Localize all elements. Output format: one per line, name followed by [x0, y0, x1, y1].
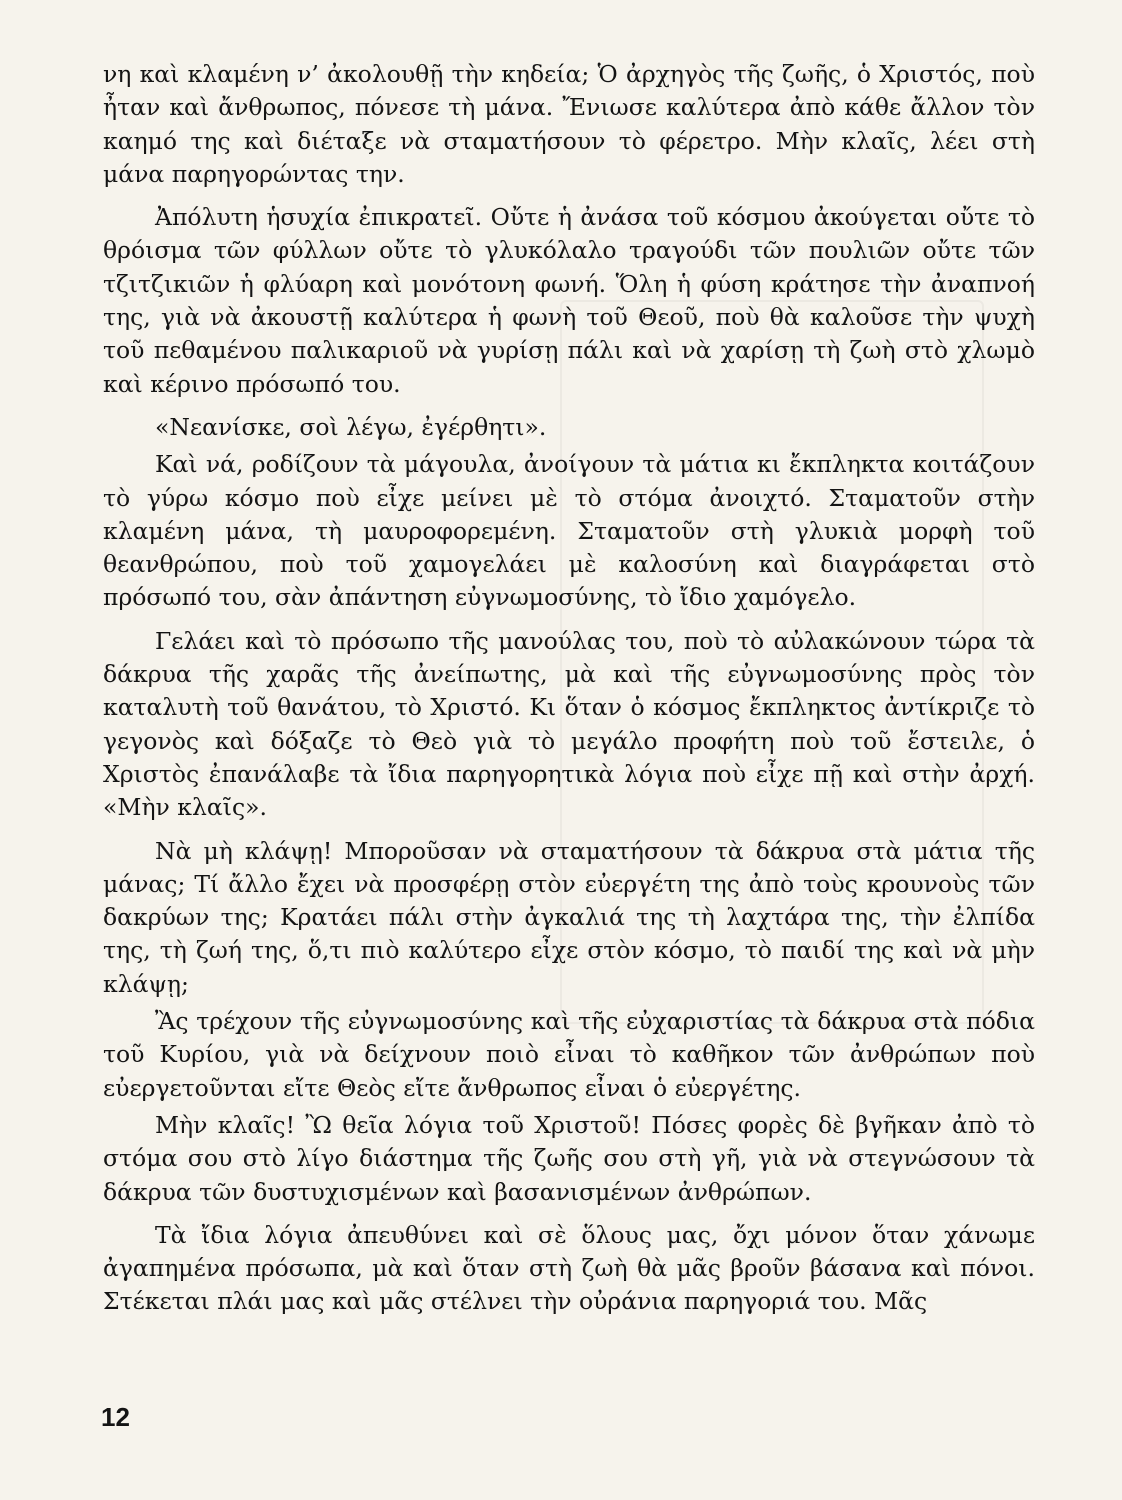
paragraph-5: Γελάει καὶ τὸ πρόσωπο τῆς μανούλας του, ποὺ τὸ αὐλακώνουν τώρα τὰ δάκρυα τῆς χαρᾶς τῆς ἀνείπωτης, μὰ καὶ τῆς εὐγνωμοσύνης πρὸς τὸν καταλυτὴ τοῦ θανάτου, τὸ Χριστό. Κι ὅταν ὁ κόσμος ἔκπληκτος ἀντίκριζε τὸ γεγονὸς καὶ δόξαζε τὸ Θεὸ γιὰ τὸ μεγάλο προφήτη ποὺ τοῦ ἔστειλε, ὁ Χριστὸς ἐπανάλαβε τὰ ἴδια παρηγορητικὰ λόγια ποὺ εἶχε πῇ καὶ στὴν ἀρχή. «Μὴν κλαῖς».	[103, 626, 1035, 822]
paragraph-3-quote: «Νεανίσκε, σοὶ λέγω, ἐγέρθητι».	[155, 412, 547, 441]
paragraph-7: Ἂς τρέχουν τῆς εὐγνωμοσύνης καὶ τῆς εὐχαριστίας τὰ δάκρυα στὰ πόδια τοῦ Κυρίου, γιὰ νὰ δείχνουν ποιὸ εἶναι τὸ καθῆκον τῶν ἀνθρώπων ποὺ εὐεργετοῦνται εἴτε Θεὸς εἴτε ἄνθρωπος εἶναι ὁ εὐεργέτης.	[103, 1007, 1035, 1102]
body-text	[103, 58, 1035, 1329]
paragraph-6: Νὰ μὴ κλάψῃ! Μποροῦσαν νὰ σταματήσουν τὰ δάκρυα στὰ μάτια τῆς μάνας; Τί ἄλλο ἔχει νὰ προσφέρῃ στὸν εὐεργέτη της ἀπὸ τοὺς κρουνοὺς τῶν δακρύων της; Κρατάει πάλι στὴν ἀγκαλιά της τὴ λαχτάρα της, τὴν ἐλπίδα της, τὴ ζωή της, ὅ,τι πιὸ καλύτερο εἶχε στὸν κόσμο, τὸ παιδί της καὶ νὰ μὴν κλάψῃ;	[103, 836, 1035, 998]
paragraph-2: Ἀπόλυτη ἡσυχία ἐπικρατεῖ. Οὔτε ἡ ἀνάσα τοῦ κόσμου ἀκούγεται οὔτε τὸ θρόισμα τῶν φύλλων οὔτε τὸ γλυκόλαλο τραγούδι τῶν πουλιῶν οὔτε τῶν τζιτζικιῶν ἡ φλύαρη καὶ μονότονη φωνή. Ὅλη ἡ φύση κράτησε τὴν ἀναπνοή της, γιὰ νὰ ἀκουστῇ καλύτερα ἡ φωνὴ τοῦ Θεοῦ, ποὺ θὰ καλοῦσε τὴν ψυχὴ τοῦ πεθαμένου παλικαριοῦ νὰ γυρίσῃ πάλι καὶ νὰ χαρίσῃ τὴ ζωὴ στὸ χλωμὸ καὶ κέρινο πρόσωπό του.	[103, 203, 1035, 398]
paragraph-1: νη καὶ κλαμένη ν’ ἀκολουθῇ τὴν κηδεία; Ὁ ἀρχηγὸς τῆς ζωῆς, ὁ Χριστός, ποὺ ἦταν καὶ ἄνθρωπος, πόνεσε τὴ μάνα. Ἔνιωσε καλύτερα ἀπὸ κάθε ἄλλον τὸν καημό της καὶ διέταξε νὰ σταματήσουν τὸ φέρετρο. Μὴν κλαῖς, λέει στὴ μάνα παρηγορώντας την.	[103, 60, 1035, 188]
paragraph-9: Τὰ ἴδια λόγια ἀπευθύνει καὶ σὲ ὅλους μας, ὄχι μόνον ὅταν χάνωμε ἀγαπημένα πρόσωπα, μὰ καὶ ὅταν στὴ ζωὴ θὰ μᾶς βροῦν βάσανα καὶ πόνοι. Στέκεται πλάι μας καὶ μᾶς στέλνει τὴν οὐράνια παρηγοριά του. Μᾶς	[103, 1220, 1035, 1316]
page-number: 12	[101, 1402, 130, 1432]
paragraph-4: Καὶ νά, ροδίζουν τὰ μάγουλα, ἀνοίγουν τὰ μάτια κι ἔκπληκτα κοιτάζουν τὸ γύρω κόσμο ποὺ εἶχε μείνει μὲ τὸ στόμα ἀνοιχτό. Σταματοῦν στὴν κλαμένη μάνα, τὴ μαυροφορεμένη. Σταματοῦν στὴ γλυκιὰ μορφὴ τοῦ θεανθρώπου, ποὺ τοῦ χαμογελάει μὲ καλοσύνη καὶ διαγράφεται στὸ πρόσωπό του, σὰν ἀπάντηση εὐγνωμοσύνης, τὸ ἴδιο χαμόγελο.	[103, 450, 1035, 612]
paragraph-8: Μὴν κλαῖς! Ὢ θεῖα λόγια τοῦ Χριστοῦ! Πόσες φορὲς δὲ βγῆκαν ἀπὸ τὸ στόμα σου στὸ λίγο διάστημα τῆς ζωῆς σου στὴ γῆ, γιὰ νὰ στεγνώσουν τὰ δάκρυα τῶν δυστυχισμένων καὶ βασανισμένων ἀνθρώπων.	[103, 1110, 1035, 1206]
